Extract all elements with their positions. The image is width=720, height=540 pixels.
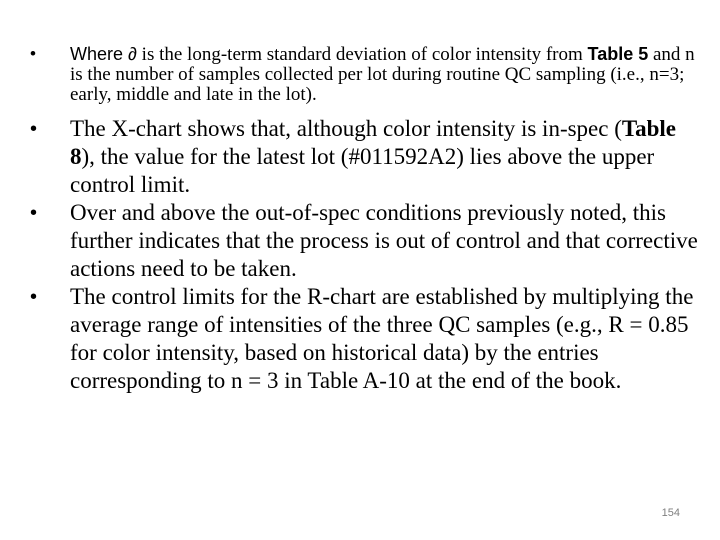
bullet-icon: • — [30, 286, 38, 308]
bullet-text: The X-chart shows that, although color intensity is in-spec ( — [70, 116, 622, 141]
bullet-item-out-of-control — [30, 199, 700, 283]
bullet-item-r-chart-limits — [30, 283, 700, 395]
bullet-text: ), the value for the latest lot (#011592A2) lies above the upper control limit. — [70, 144, 655, 197]
page-number: 154 — [661, 507, 680, 519]
bullet-text: is the long-term standard deviation of color intensity from — [136, 44, 588, 65]
table-reference: Table 8 — [70, 116, 677, 169]
bullet-text: The control limits for the R-chart are established by multiplying the average range of intensities of the three QC samples (e.g., R = 0.85 for color intensity, based on historical data) by the entries corresponding to n = 3 in Table A-10 at the end of the book. — [70, 284, 694, 393]
bullet-icon: • — [30, 202, 38, 224]
bullet-text: Over and above the out-of-spec conditions previously noted, this further indicates that the process is out of control and that corrective actions need to be taken. — [70, 200, 698, 281]
bullet-icon: • — [30, 44, 36, 63]
bullet-text: and n is the number of samples collected per lot during routine QC sampling (i.e., n=3; early, middle and late in the lot). — [70, 44, 695, 105]
bullet-prefix: Where ∂ — [70, 44, 137, 64]
bullet-item-x-chart — [30, 115, 700, 199]
bullet-list — [30, 44, 700, 395]
table-reference: Table 5 — [587, 44, 649, 64]
bullet-item-sigma-definition — [30, 44, 700, 105]
bullet-icon: • — [30, 118, 38, 140]
